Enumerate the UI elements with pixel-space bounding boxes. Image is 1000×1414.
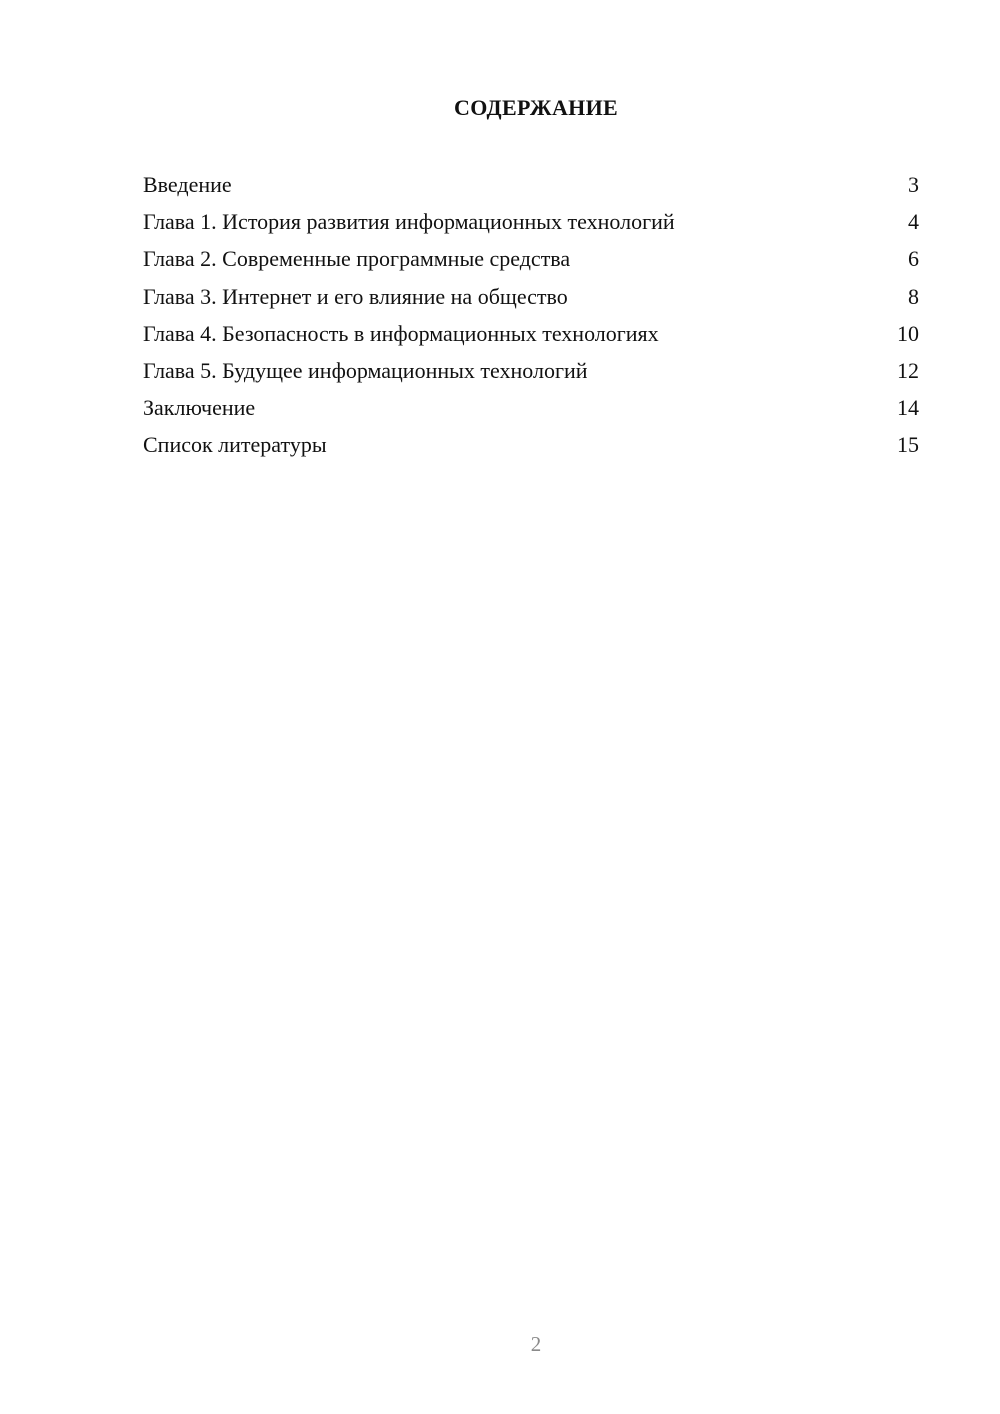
toc-entry-label: Глава 4. Безопасность в информационных технологиях bbox=[143, 320, 659, 346]
toc-entry-chapter-4 bbox=[143, 315, 919, 352]
toc-entry-introduction bbox=[143, 166, 919, 203]
toc-entry-conclusion bbox=[143, 389, 919, 426]
toc-entry-label: Список литературы bbox=[143, 432, 327, 458]
toc-entry-page: 14 bbox=[897, 395, 919, 421]
toc-entry-page: 15 bbox=[897, 432, 919, 458]
toc-entry-page: 10 bbox=[897, 320, 919, 346]
toc-entry-chapter-1 bbox=[143, 203, 919, 240]
toc-entry-chapter-5 bbox=[143, 352, 919, 389]
toc-title: СОДЕРЖАНИЕ bbox=[454, 95, 618, 120]
toc-entry-label: Введение bbox=[143, 172, 232, 197]
toc-entry-label: Глава 5. Будущее информационных технологий bbox=[143, 357, 588, 383]
toc-entry-label: Глава 1. История развития информационных технологий bbox=[143, 209, 675, 235]
toc-entry-bibliography bbox=[143, 426, 919, 463]
toc-entry-chapter-3 bbox=[143, 278, 919, 315]
page-number: 2 bbox=[530, 1332, 542, 1356]
toc-entry-label: Глава 2. Современные программные средства bbox=[143, 246, 571, 272]
toc-entry-page: 8 bbox=[908, 283, 919, 309]
toc-entry-label: Заключение bbox=[143, 395, 256, 421]
toc-entry-page: 4 bbox=[908, 209, 919, 235]
toc-entry-chapter-2 bbox=[143, 240, 919, 277]
toc-entry-page: 12 bbox=[897, 357, 919, 383]
table-of-contents bbox=[143, 166, 919, 464]
toc-entry-page: 3 bbox=[908, 172, 919, 197]
toc-entry-page: 6 bbox=[908, 246, 919, 272]
toc-entry-label: Глава 3. Интернет и его влияние на общество bbox=[143, 283, 568, 309]
